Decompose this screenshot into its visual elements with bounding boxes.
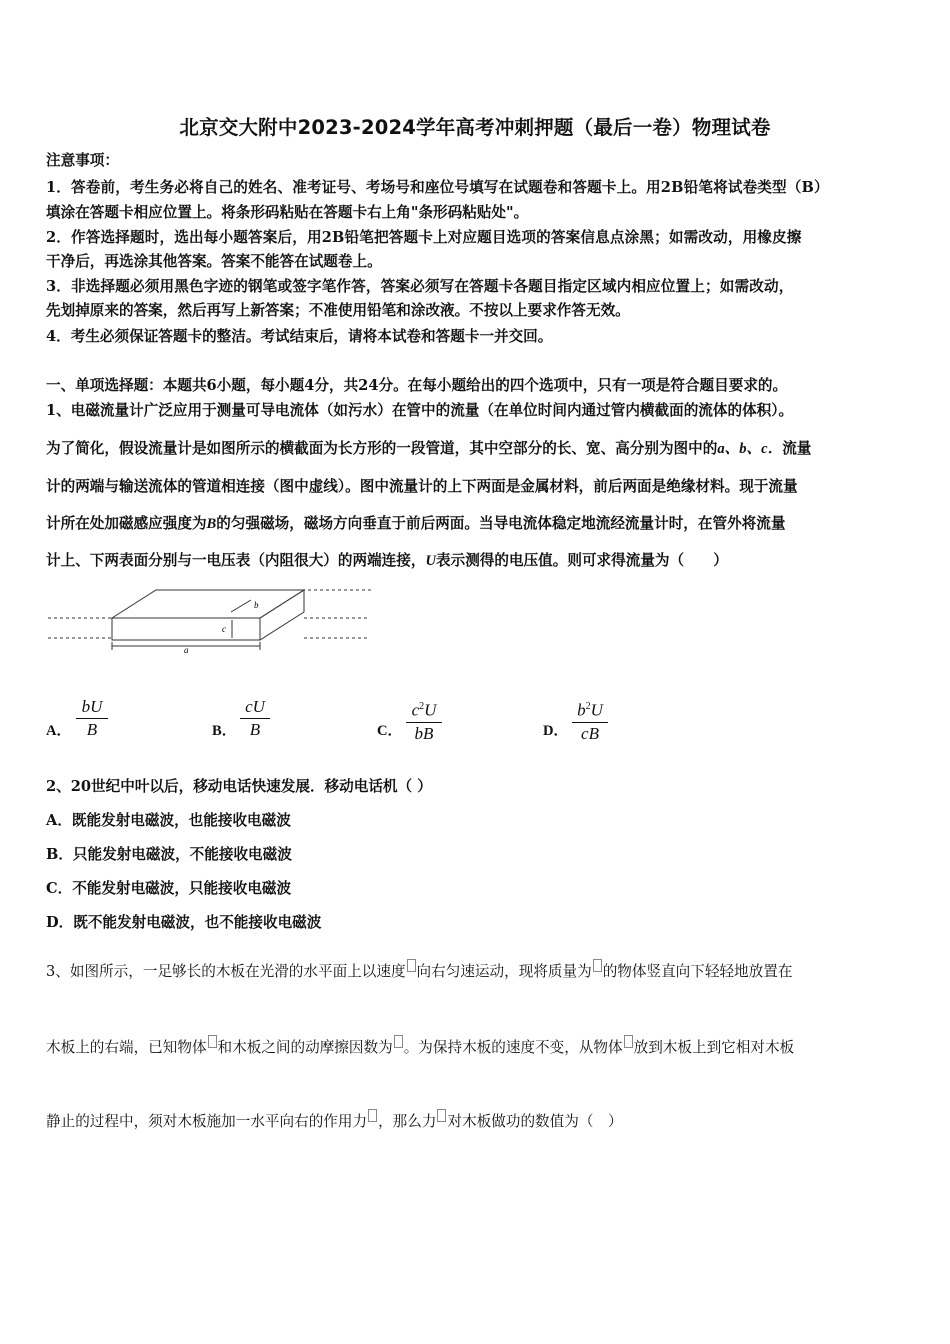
q1-option-c-fraction: $\frac{c^2U}{bB}$ [406, 697, 442, 745]
q3-line: 木板上的右端，已知物体 和木板之间的动摩擦因数为 。为保持木板的速度不变，从物体 放到木板上到它相对木板 [46, 1035, 794, 1058]
page-title: 北京交大附中2023-2024学年高考冲刺押题（最后一卷）物理试卷 [179, 116, 771, 139]
box-top-face [112, 590, 304, 618]
q1-line: 为了简化，假设流量计是如图所示的横截面为长方形的一段管道，其中空部分的长、宽、高分别为图中的a、b、c．流量 [46, 440, 812, 457]
box-front-face [112, 618, 260, 640]
q1-var-U: U [425, 553, 436, 569]
q1-option-b-fraction: $\frac{cU}{B}$ [240, 697, 270, 741]
q1-var-abc: a、b、c． [717, 441, 783, 457]
q3-line: 静止的过程中，须对木板施加一水平向右的作用力 ，那么力 对木板做功的数值为（ ） [46, 1109, 623, 1132]
missing-formula-placeholder [437, 1109, 446, 1122]
notice-line: 干净后，再选涂其他答案。答案不能答在试题卷上。 [46, 253, 382, 270]
section-heading: 一、单项选择题：本题共6小题，每小题4分，共24分。在每小题给出的四个选项中，只有一项是符合题目要求的。 [46, 377, 788, 394]
missing-formula-placeholder [394, 1035, 403, 1048]
q1-option-a-fraction: $\frac{bU}{B}$ [76, 697, 108, 741]
notice-line: 先划掉原来的答案，然后再写上新答案；不准使用铅笔和涂改液。不按以上要求作答无效。 [46, 302, 630, 319]
q2-stem: 2、20世纪中叶以后，移动电话快速发展．移动电话机（ ） [46, 778, 432, 795]
flowmeter-figure [46, 580, 376, 660]
missing-formula-placeholder [208, 1035, 217, 1048]
q1-var-B: B [206, 516, 217, 532]
q3-line: 3、如图所示，一足够长的木板在光滑的水平面上以速度 向右匀速运动，现将质量为 的物体竖直向下轻轻地放置在 [46, 959, 792, 982]
label-b: b [254, 600, 259, 610]
q1-option-d-label: D． [543, 723, 569, 739]
notice-line: 1．答卷前，考生务必将自己的姓名、准考证号、考场号和座位号填写在试题卷和答题卡上。用2B铅笔将试卷类型（B） [46, 179, 829, 196]
q1-line: 计所在处加磁感应强度为B的匀强磁场，磁场方向垂直于前后两面。当导电流体稳定地流经流量计时，在管外将流量 [46, 515, 786, 532]
q2-option: B．只能发射电磁波，不能接收电磁波 [46, 846, 292, 863]
notice-line: 填涂在答题卡相应位置上。将条形码粘贴在答题卡右上角"条形码粘贴处"。 [46, 204, 529, 221]
missing-formula-placeholder [624, 1035, 633, 1048]
notice-line: 2．作答选择题时，选出每小题答案后，用2B铅笔把答题卡上对应题目选项的答案信息点涂黑；如需改动，用橡皮擦 [46, 229, 802, 246]
missing-formula-placeholder [593, 959, 602, 972]
q1-option-c-label: C． [377, 723, 403, 739]
q1-option-d-fraction: $\frac{b^2U}{cB}$ [572, 697, 608, 745]
q1-line: 计上、下两表面分别与一电压表（内阻很大）的两端连接，U表示测得的电压值。则可求得流量为（ ） [46, 552, 728, 569]
q2-option: D．既不能发射电磁波，也不能接收电磁波 [46, 914, 322, 931]
q2-option: C．不能发射电磁波，只能接收电磁波 [46, 880, 292, 897]
notice-line: 4．考生必须保证答题卡的整洁。考试结束后，请将本试卷和答题卡一并交回。 [46, 328, 553, 345]
label-a: a [184, 645, 189, 655]
missing-formula-placeholder [407, 959, 416, 972]
notice-heading: 注意事项： [46, 152, 119, 169]
q2-option: A．既能发射电磁波，也能接收电磁波 [46, 812, 291, 829]
q1-line: 1、电磁流量计广泛应用于测量可导电流体（如污水）在管中的流量（在单位时间内通过管内横截面的流体的体积）。 [46, 402, 794, 419]
dimension-b [231, 600, 251, 612]
q1-option-a-label: A． [46, 723, 72, 739]
missing-formula-placeholder [368, 1109, 377, 1122]
q1-line: 计的两端与输送流体的管道相连接（图中虚线）。图中流量计的上下两面是金属材料，前后两面是绝缘材料。现于流量 [46, 478, 798, 495]
notice-line: 3．非选择题必须用黑色字迹的钢笔或签字笔作答，答案必须写在答题卡各题目指定区域内相应位置上；如需改动， [46, 278, 794, 295]
box-side-face [260, 590, 304, 640]
q1-option-b-label: B． [212, 723, 237, 739]
label-c: c [222, 624, 226, 634]
